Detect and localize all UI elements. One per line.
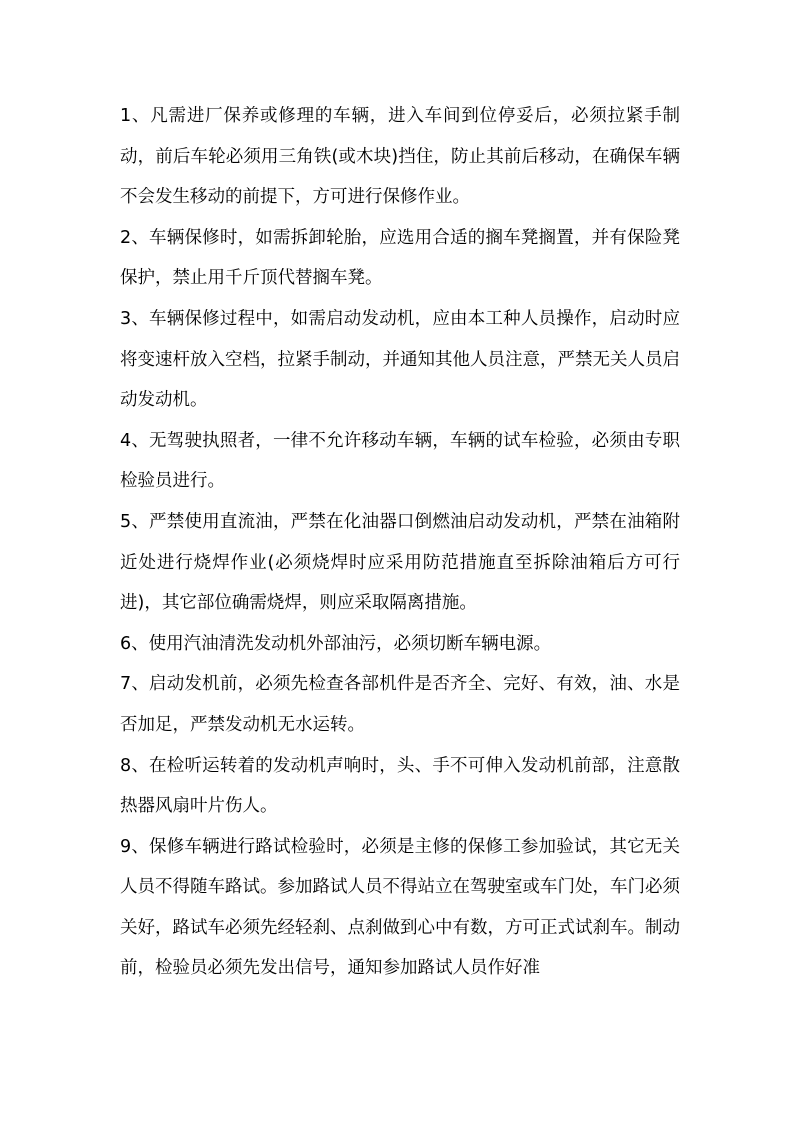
document-body	[120, 96, 680, 989]
rule-paragraph-3: 3、车辆保修过程中，如需启动发动机，应由本工种人员操作，启动时应将变速杆放入空档，拉紧手制动，并通知其他人员注意，严禁无关人员启动发动机。	[120, 308, 680, 411]
rule-paragraph-9: 9、保修车辆进行路试检验时，必须是主修的保修工参加验试，其它无关人员不得随车路试。参加路试人员不得站立在驾驶室或车门处，车门必须关好，路试车必须先经轻刹、点刹做到心中有数，方可正式试刹车。制动前，检验员必须先发出信号，通知参加路试人员作好准	[120, 836, 680, 979]
rule-paragraph-2: 2、车辆保修时，如需拆卸轮胎，应选用合适的搁车凳搁置，并有保险凳保护，禁止用千斤顶代替搁车凳。	[120, 227, 680, 289]
rule-paragraph-4: 4、无驾驶执照者，一律不允许移动车辆，车辆的试车检验，必须由专职检验员进行。	[120, 430, 680, 492]
rule-paragraph-5: 5、严禁使用直流油，严禁在化油器口倒燃油启动发动机，严禁在油箱附近处进行烧焊作业(必须烧焊时应采用防范措施直至拆除油箱后方可行进)，其它部位确需烧焊，则应采取隔离措施。	[120, 511, 680, 614]
rule-paragraph-1: 1、凡需进厂保养或修理的车辆，进入车间到位停妥后，必须拉紧手制动，前后车轮必须用三角铁(或木块)挡住，防止其前后移动，在确保车辆不会发生移动的前提下，方可进行保修作业。	[120, 106, 680, 208]
rule-paragraph-8: 8、在检听运转着的发动机声响时，头、手不可伸入发动机前部，注意散热器风扇叶片伤人。	[120, 755, 680, 817]
rule-paragraph-7: 7、启动发机前，必须先检查各部机件是否齐全、完好、有效，油、水是否加足，严禁发动机无水运转。	[120, 674, 680, 735]
rule-paragraph-6: 6、使用汽油清洗发动机外部油污，必须切断车辆电源。	[120, 633, 552, 654]
